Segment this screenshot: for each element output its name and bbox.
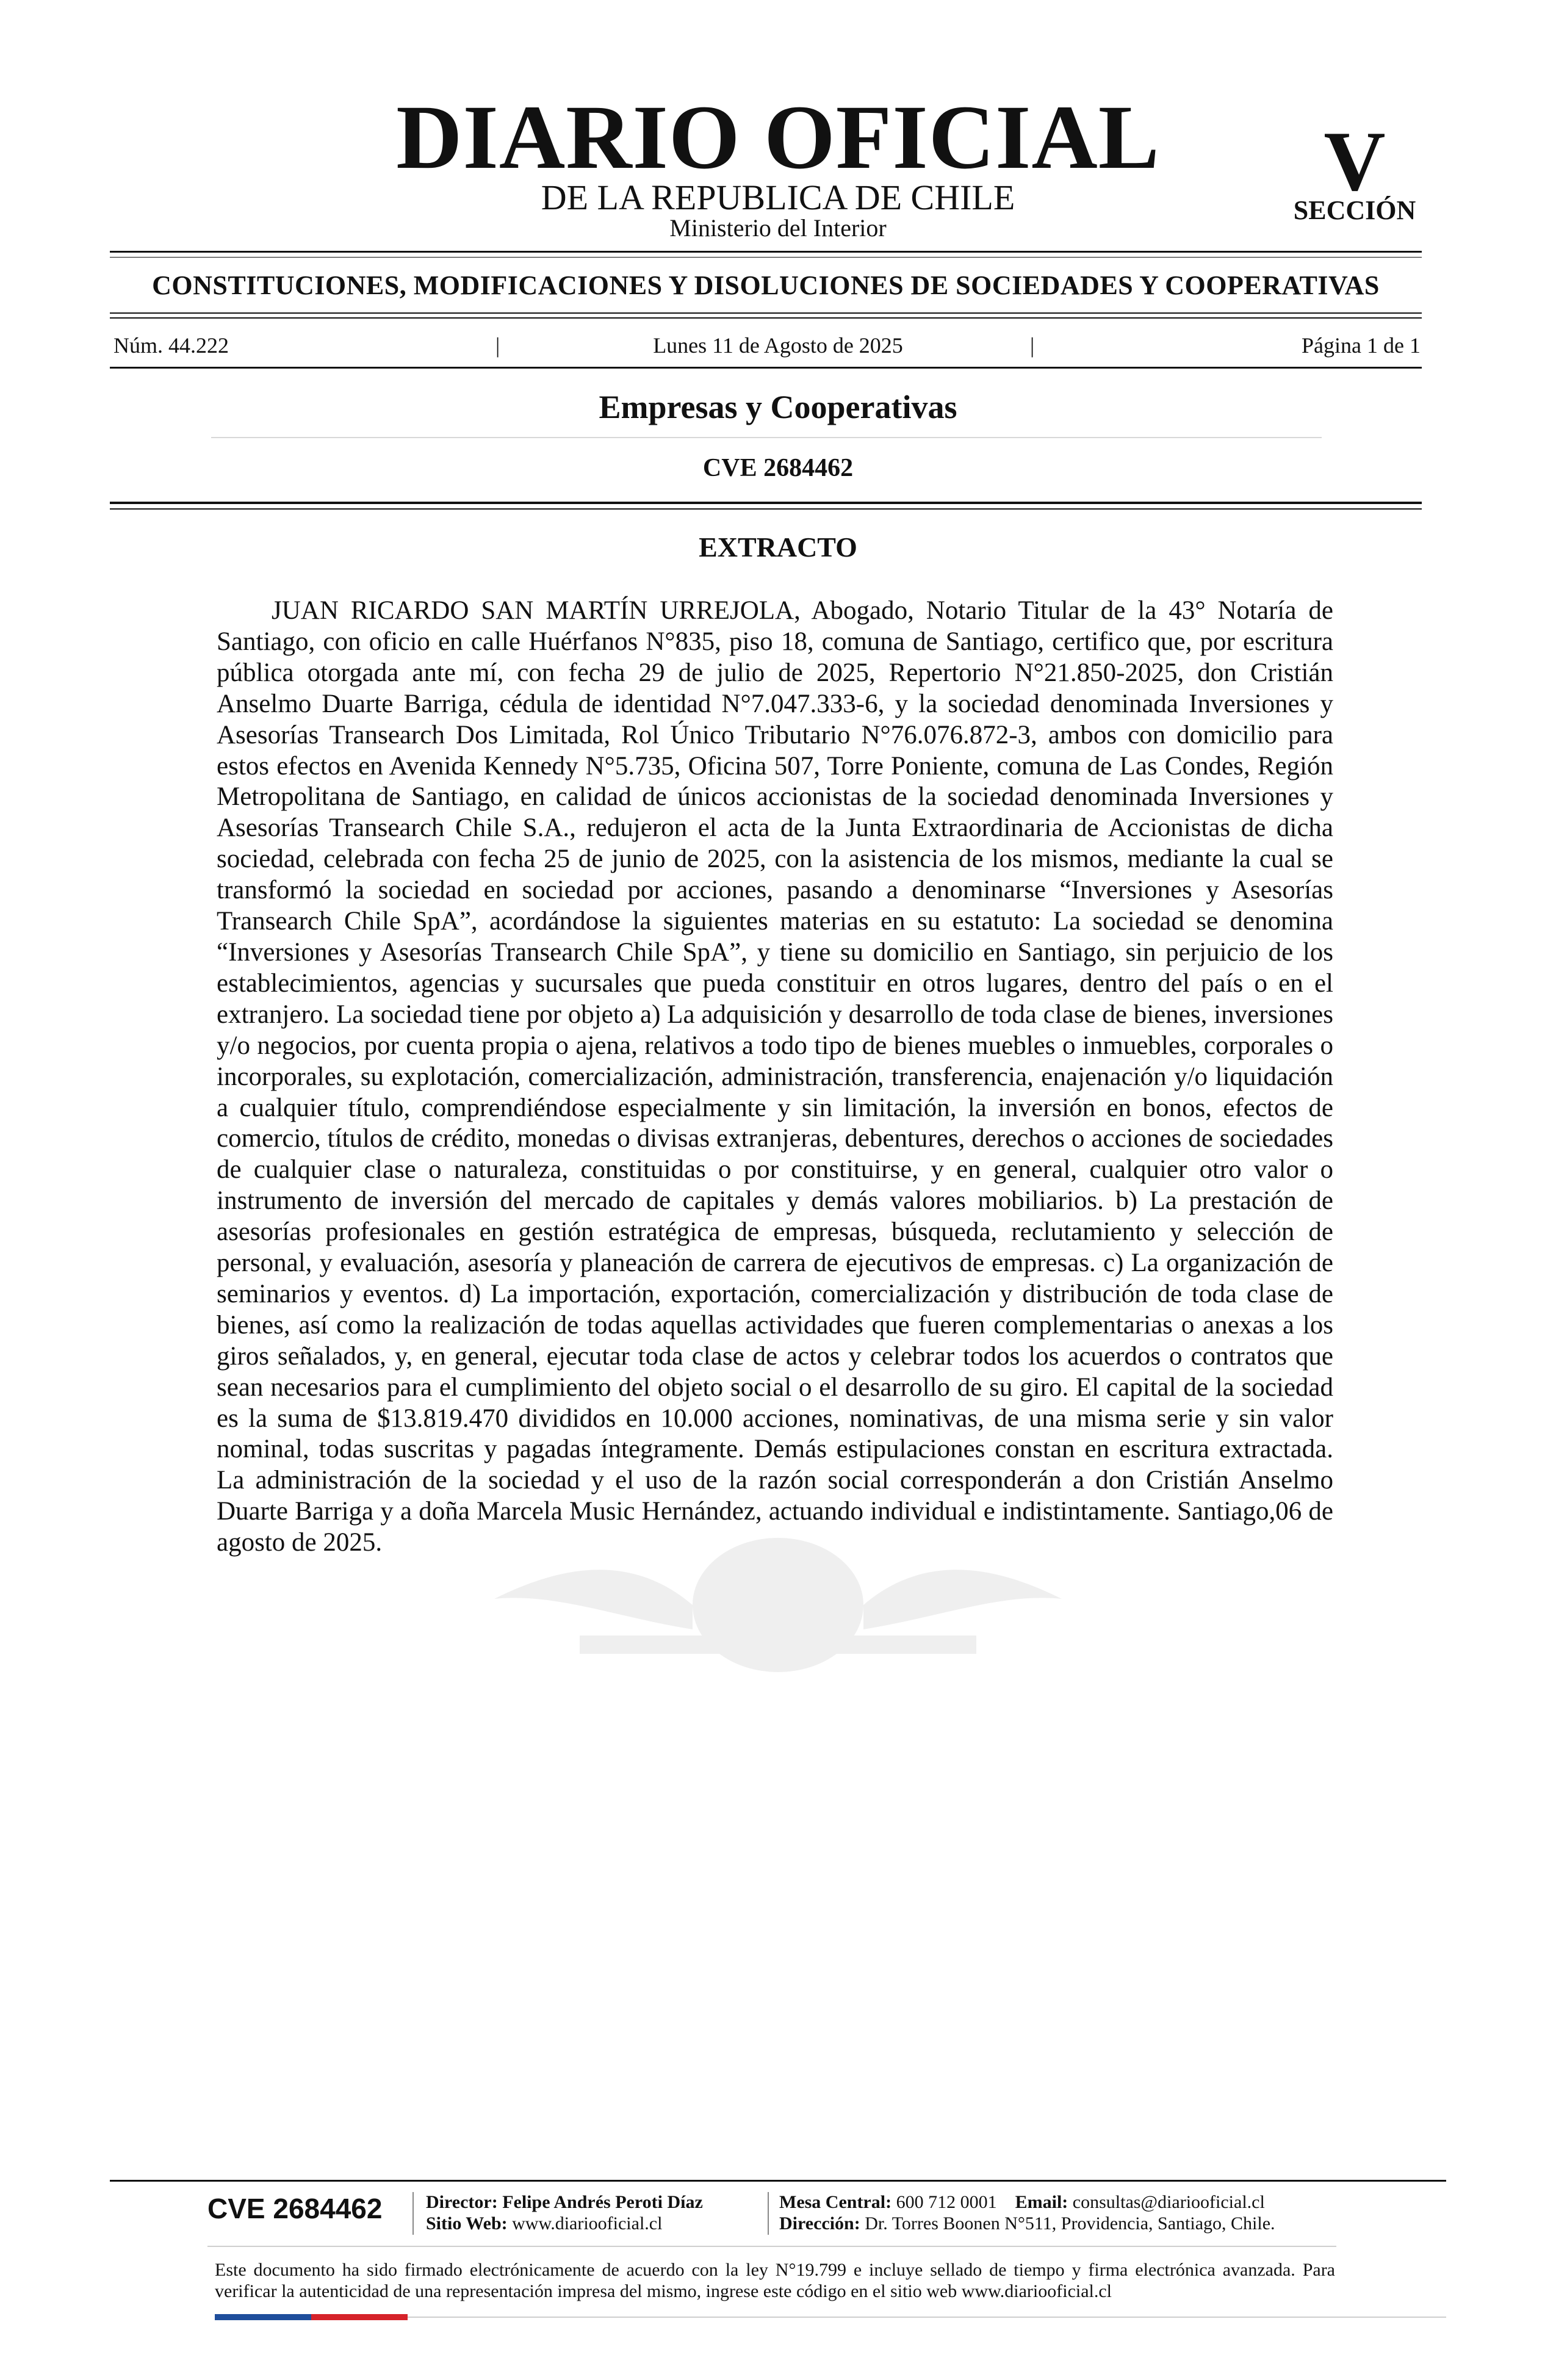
- issue-number: Núm. 44.222: [113, 333, 229, 358]
- footer-legal-notice: Este documento ha sido firmado electrónicamente de acuerdo con la ley N°19.799 e incluye sellado de tiempo y firma electrónica avanzada. Para verificar la autenticidad de una representación impresa del mismo, ingrese este código en el sitio web www.diariooficial.cl: [215, 2260, 1335, 2301]
- footer-divider: [768, 2192, 769, 2235]
- meta-rule: [110, 367, 1422, 369]
- phone-label: Mesa Central:: [779, 2192, 892, 2212]
- banner-rule: [110, 312, 1422, 314]
- section-letter: V: [1324, 114, 1386, 209]
- director-label: Director:: [426, 2192, 498, 2212]
- footer-director-block: [426, 2192, 703, 2234]
- flag-stripe-blue: [215, 2314, 311, 2320]
- footer-rule-bottom: [408, 2317, 1446, 2318]
- issue-date: Lunes 11 de Agosto de 2025: [653, 333, 903, 358]
- site-label: Sitio Web:: [426, 2213, 508, 2234]
- address-label: Dirección:: [779, 2213, 860, 2234]
- masthead-rule-thin: [110, 257, 1422, 258]
- footer-cve-code: CVE 2684462: [207, 2193, 383, 2224]
- email-label: Email:: [1015, 2192, 1068, 2212]
- category-heading: Empresas y Cooperativas: [599, 389, 957, 425]
- header-rule: [110, 502, 1422, 504]
- masthead-subtitle: DE LA REPUBLICA DE CHILE: [541, 178, 1015, 217]
- meta-separator: |: [1030, 333, 1035, 358]
- document-title: EXTRACTO: [699, 532, 857, 563]
- phone-value: 600 712 0001: [896, 2192, 997, 2212]
- email-link[interactable]: consultas@diariooficial.cl: [1072, 2192, 1265, 2212]
- meta-separator: |: [495, 333, 500, 358]
- header-rule-thin: [110, 508, 1422, 510]
- footer-rule: [110, 2180, 1446, 2182]
- site-link[interactable]: www.diariooficial.cl: [512, 2213, 663, 2234]
- section-banner: CONSTITUCIONES, MODIFICACIONES Y DISOLUCIONES DE SOCIEDADES Y COOPERATIVAS: [152, 270, 1380, 300]
- page-indicator: Página 1 de 1: [1302, 333, 1421, 358]
- flag-stripe-red: [311, 2314, 408, 2320]
- footer-contact-block: [779, 2192, 1275, 2234]
- masthead-ministry: Ministerio del Interior: [669, 214, 887, 242]
- section-label: SECCIÓN: [1293, 195, 1416, 225]
- category-rule: [211, 437, 1322, 438]
- extract-body: JUAN RICARDO SAN MARTÍN URREJOLA, Abogado, Notario Titular de la 43° Notaría de Santiago, con oficio en calle Huérfanos N°835, piso 18, comuna de Santiago, certifico que, por escritura pública otorgada ante mí, con fecha 29 de julio de 2025, Repertorio N°21.850-2025, don Cristián Anselmo Duarte Barriga, cédula de identidad N°7.047.333-6, y la sociedad denominada Inversiones y Asesorías Transearch Dos Limitada, Rol Único Tributario N°76.076.872-3, ambos con domicilio para estos efectos en Avenida Kennedy N°5.735, Oficina 507, Torre Poniente, comuna de Las Condes, Región Metropolitana de Santiago, en calidad de únicos accionistas de la sociedad denominada Inversiones y Asesorías Transearch Chile S.A., redujeron el acta de la Junta Extraordinaria de Accionistas de dicha sociedad, celebrada con fecha 25 de junio de 2025, con la asistencia de los mismos, mediante la cual se transformó la sociedad en sociedad por acciones, pasando a denominarse “Inversiones y Asesorías Transearch Chile SpA”, acordándose la siguientes materias en su estatuto: La sociedad se denomina “Inversiones y Asesorías Transearch Chile SpA”, y tiene su domicilio en Santiago, sin perjuicio de los establecimientos, agencias y sucursales que pueda constituir en otros lugares, dentro del país o en el extranjero. La sociedad tiene por objeto a) La adquisición y desarrollo de toda clase de bienes, inversiones y/o negocios, por cuenta propia o ajena, relativos a todo tipo de bienes muebles o inmuebles, corporales o incorporales, su explotación, comercialización, administración, transferencia, enajenación y/o liquidación a cualquier título, comprendiéndose especialmente y sin limitación, la inversión en bonos, efectos de comercio, títulos de crédito, monedas o divisas extranjeras, debentures, derechos o acciones de sociedades de cualquier clase o naturaleza, constituidas o por constituirse, y en general, cualquier otro valor o instrumento de inversión del mercado de capitales y demás valores mobiliarios. b) La prestación de asesorías profesionales en gestión estratégica de empresas, búsqueda, reclutamiento y selección de personal, y evaluación, asesoría y planeación de carrera de ejecutivos de empresas. c) La organización de seminarios y eventos. d) La importación, exportación, comercialización y distribución de toda clase de bienes, así como la realización de todas aquellas actividades que fueren complementarias o anexas a los giros señalados, y, en general, ejecutar toda clase de actos y celebrar todos los acuerdos o contratos que sean necesarios para el cumplimiento del objeto social o el desarrollo de su giro. El capital de la sociedad es la suma de $13.819.470 divididos en 10.000 acciones, nominativas, de una misma serie y sin valor nominal, todas suscritas y pagadas íntegramente. Demás estipulaciones constan en escritura extractada. La administración de la sociedad y el uso de la razón social corresponderán a don Cristián Anselmo Duarte Barriga y a doña Marcela Music Hernández, actuando individual e indistintamente. Santiago,06 de agosto de 2025.: [217, 596, 1333, 1557]
- cve-code: CVE 2684462: [702, 454, 854, 482]
- masthead-rule: [110, 251, 1422, 253]
- address-value: Dr. Torres Boonen N°511, Providencia, Santiago, Chile.: [865, 2213, 1275, 2234]
- footer-rule-thin: [207, 2246, 1336, 2247]
- footer-divider: [412, 2192, 414, 2235]
- banner-rule-thin: [110, 317, 1422, 319]
- director-name: Felipe Andrés Peroti Díaz: [502, 2192, 703, 2212]
- masthead-title: DIARIO OFICIAL: [396, 87, 1160, 188]
